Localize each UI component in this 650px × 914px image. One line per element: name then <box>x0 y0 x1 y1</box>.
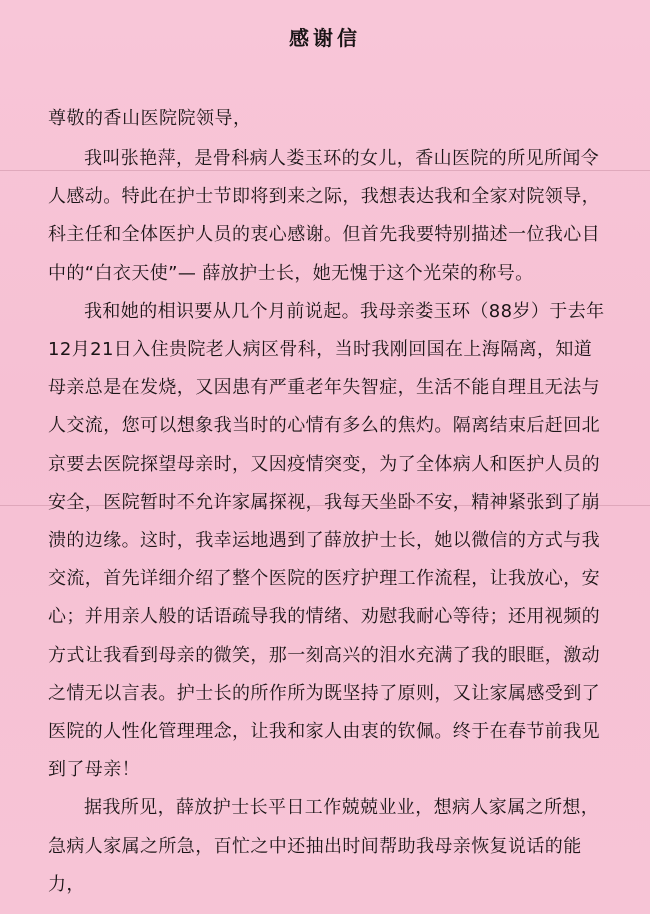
paragraph-text: 据我所见，薛放护士长平日工作兢兢业业，想病人家属之所想，急病人家属之所急，百忙之中还抽出时间帮助我母亲恢复说话的能力， <box>48 797 600 895</box>
letter-title: 感谢信 <box>289 26 361 50</box>
paragraph-text: 我和她的相识要从几个月前说起。我母亲娄玉环（88岁）于去年12月21日入住贵院老人病区骨科，当时我刚回国在上海隔离，知道母亲总是在发烧，又因患有严重老年失智症，生活不能自理且无法与人交流，您可以想象我当时的心情有多么的焦灼。隔离结束后赶回北京要去医院探望母亲时，又因疫情突变，为了全体病人和医护人员的安全，医院暂时不允许家属探视，我每天坐卧不安，精神紧张到了崩溃的边缘。这时，我幸运地遇到了薛放护士长，她以微信的方式与我交流，首先详细介绍了整个医院的医疗护理工作流程，让我放心，安心；并用亲人般的话语疏导我的情绪、劝慰我耐心等待；还用视频的方式让我看到母亲的微笑，那一刻高兴的泪水充满了我的眼眶，激动之情无以言表。护士长的所作所为既坚持了原则，又让家属感受到了医院的人性化管理理念，让我和家人由衷的钦佩。终于在春节前我见到了母亲！ <box>48 300 605 781</box>
letter-salutation: 尊敬的香山医院院领导， <box>48 108 252 129</box>
letter-paragraph <box>48 789 608 904</box>
paragraph-text: 我叫张艳萍，是骨科病人娄玉环的女儿，香山医院的所见所闻令人感动。特此在护士节即将到来之际，我想表达我和全家对院领导，科主任和全体医护人员的衷心感谢。但首先我要特别描述一位我心目中的“白衣天使”— 薛放护士长，她无愧于这个光荣的称号。 <box>48 148 600 284</box>
letter-paragraph <box>48 293 608 790</box>
letter-paragraph <box>48 140 608 293</box>
letter-body <box>48 140 608 904</box>
